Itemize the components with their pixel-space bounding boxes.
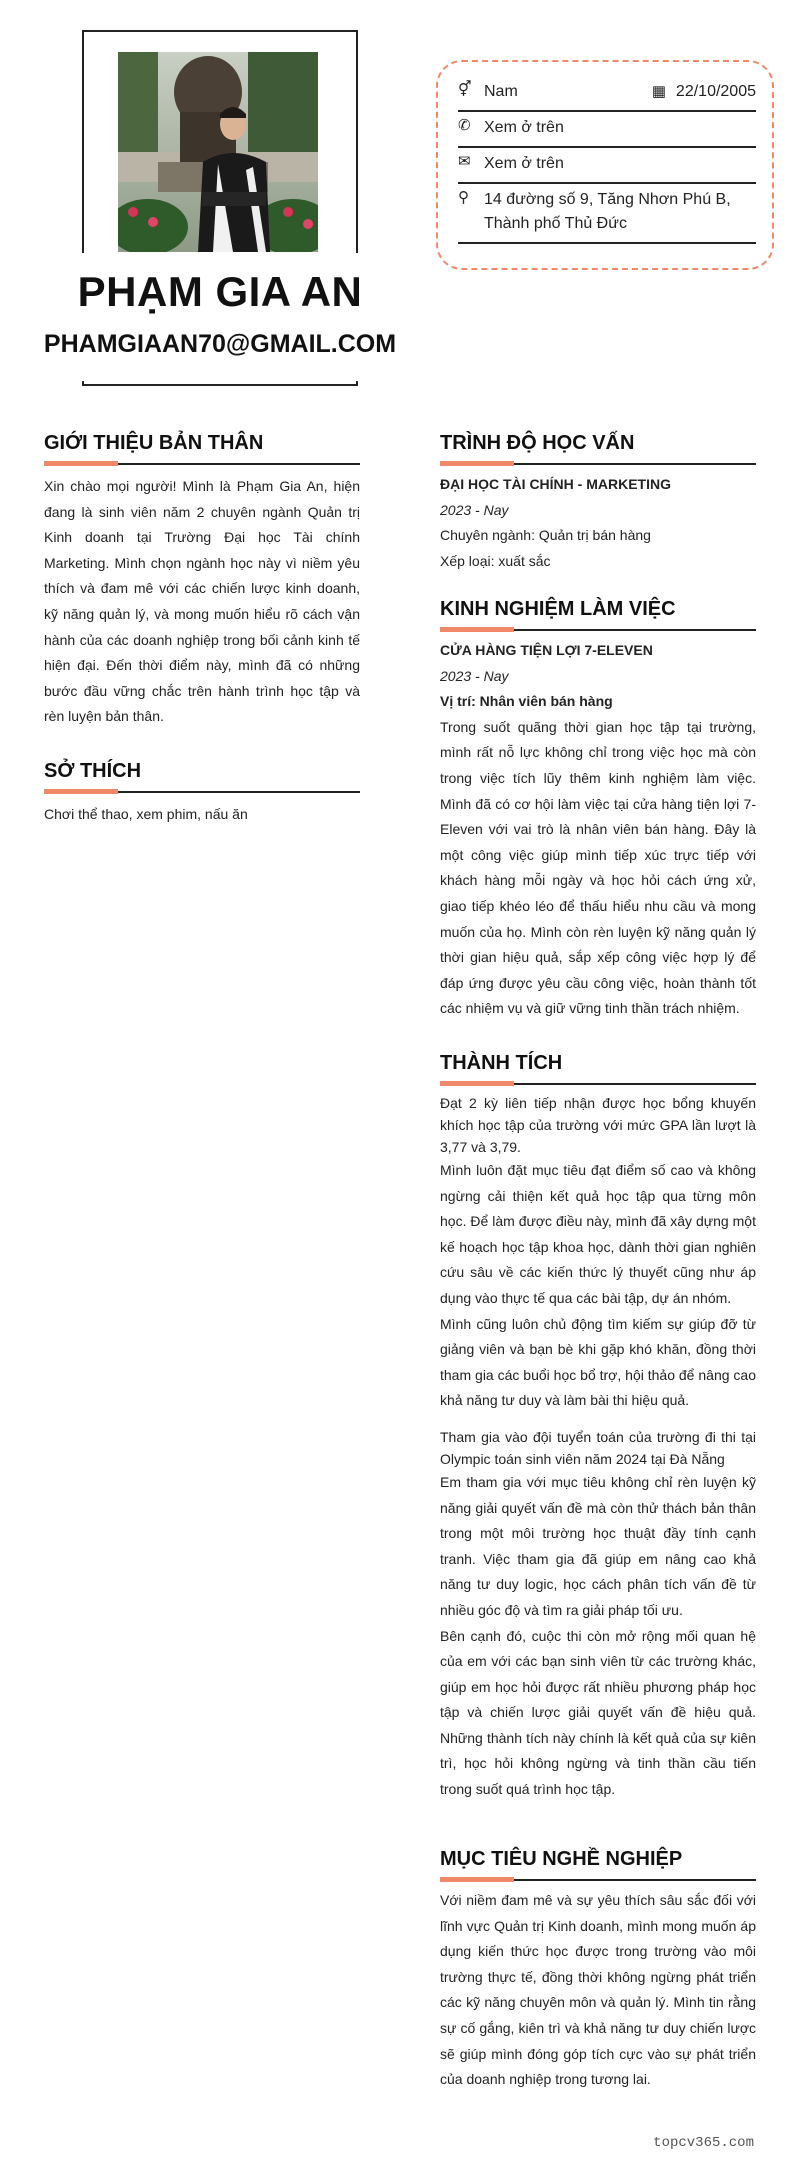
- contact-row-gender-birthday: [458, 80, 756, 112]
- experience-text: Trong suốt quãng thời gian học tập tại trường, mình rất nỗ lực không chỉ trong việc học mà còn trong việc tích lũy thêm kinh nghiệm làm việc. Mình đã có cơ hội làm việc tại cửa hàng tiện lợi 7-Eleven với vai trò là nhân viên bán hàng. Đây là một công việc giúp mình tiếp xúc trực tiếp với khách hàng mỗi ngày và học hỏi cách ứng xử, giao tiếp khéo léo để thấu hiểu nhu cầu và mong muốn của họ. Mình còn rèn luyện kỹ năng quản lý thời gian hiệu quả, sắp xếp công việc hợp lý để đáp ứng được yêu cầu công việc, hoàn thành tốt các nhiệm vụ và giữ vững tinh thần trách nhiệm.: [440, 718, 756, 1017]
- intro-rule-accent: [44, 461, 118, 466]
- email-value: Xem ở trên: [484, 155, 564, 172]
- achievement-1-para-1: Mình luôn đặt mục tiêu đạt điểm số cao và không ngừng cải thiện kết quả học tập qua từng môn học. Để làm được điều này, mình đã xây dựng một kế hoạch học tập khoa học, dành thời gian nghiên cứu sâu về các kiến thức lý thuyết cũng như áp dụng vào thực tế qua các bài tập, dự án nhóm.: [440, 1162, 756, 1306]
- education-period: 2023 - Nay: [440, 501, 509, 518]
- hobbies-rule-accent: [44, 789, 118, 794]
- birthday-value: 22/10/2005: [675, 83, 756, 100]
- contact-row-address: [458, 188, 756, 244]
- experience-company: CỬA HÀNG TIỆN LỢI 7-ELEVEN: [440, 642, 653, 658]
- education-rule: [440, 463, 756, 465]
- email-heading: PHAMGIAAN70@GMAIL.COM: [43, 330, 397, 358]
- intro-rule: [44, 463, 360, 465]
- achievement-2-para-1: Em tham gia với mục tiêu không chỉ rèn luyện kỹ năng giải quyết vấn đề mà còn thử thách bản thân trong một môi trường học thuật đầy tính cạnh tranh. Việc tham gia đã giúp em nâng cao khả năng tư duy logic, học cách phân tích vấn đề từ nhiều góc độ và tìm ra giải pháp tối ưu.: [440, 1473, 756, 1618]
- achievements-rule-accent: [440, 1081, 514, 1086]
- address-line2: Thành phố Thủ Đức: [484, 215, 627, 232]
- experience-block: [440, 638, 756, 1022]
- contact-row-email: [458, 152, 756, 184]
- hobbies-rule: [44, 791, 360, 793]
- education-block: [440, 472, 756, 574]
- achievement-2-para-2: Bên cạnh đó, cuộc thi còn mở rộng mối quan hệ của em với các bạn sinh viên từ các trường khác, giúp em học hỏi được rất nhiều phương pháp học tập và chiến lược giải quyết vấn đề hiệu quả. Những thành tích này chính là kết quả của sự kiên trì, học hỏi không ngừng và tinh thần cầu tiến trong suốt quá trình học tập.: [440, 1627, 756, 1798]
- gender-value: Nam: [484, 83, 518, 100]
- experience-rule-accent: [440, 627, 514, 632]
- achievements-block: [440, 1092, 756, 1803]
- goals-rule: [440, 1879, 756, 1881]
- profile-photo: [118, 52, 318, 252]
- envelope-icon: ✉: [458, 153, 471, 170]
- education-title: TRÌNH ĐỘ HỌC VẤN: [440, 432, 635, 454]
- education-school: ĐẠI HỌC TÀI CHÍNH - MARKETING: [440, 476, 671, 492]
- achievement-1-heading: Đạt 2 kỳ liên tiếp nhận được học bổng khuyến khích học tập của trường với mức GPA lần lượt là 3,77 và 3,79.: [440, 1095, 756, 1155]
- experience-rule: [440, 629, 756, 631]
- phone-icon: ✆: [458, 117, 471, 134]
- phone-value: Xem ở trên: [484, 119, 564, 136]
- footer-watermark: topcv365.com: [653, 2135, 754, 2151]
- intro-text: Xin chào mọi người! Mình là Phạm Gia An, hiện đang là sinh viên năm 2 chuyên ngành Quản trị Kinh doanh tại Trường Đại học Tài chính Marketing. Mình chọn ngành học này vì niềm yêu thích và đam mê với các chiến lược kinh doanh, kỹ năng quản lý, và mong muốn hiểu rõ cách vận hành của các doanh nghiệp trong bối cảnh kinh tế hiện đại. Đến thời điểm này, mình đã có những bước đầu vững chắc trên hành trình học tập và rèn luyện bản thân.: [44, 478, 360, 725]
- goals-rule-accent: [440, 1877, 514, 1882]
- intro-title: GIỚI THIỆU BẢN THÂN: [44, 432, 264, 454]
- calendar-icon: ▦: [651, 83, 667, 100]
- full-name: PHẠM GIA AN: [77, 268, 363, 315]
- achievement-1-para-2: Mình cũng luôn chủ động tìm kiếm sự giúp đỡ từ giảng viên và bạn bè khi gặp khó khăn, đồng thời tham gia các buổi học bổ trợ, hội thảo để nâng cao khả năng tư duy và làm bài thi hiệu quả.: [440, 1315, 756, 1409]
- experience-position: Vị trí: Nhân viên bán hàng: [440, 693, 613, 710]
- contact-row-phone: [458, 116, 756, 148]
- address-value: [484, 188, 731, 236]
- experience-title: KINH NGHIỆM LÀM VIỆC: [440, 598, 676, 620]
- birthday-group: [652, 80, 756, 104]
- experience-period: 2023 - Nay: [440, 667, 509, 684]
- contact-box: [436, 60, 774, 270]
- address-line1: 14 đường số 9, Tăng Nhơn Phú B,: [484, 191, 731, 208]
- achievements-title: THÀNH TÍCH: [440, 1052, 563, 1074]
- gender-icon: ⚥: [458, 81, 472, 98]
- location-pin-icon: ⚲: [458, 189, 469, 206]
- education-rule-accent: [440, 461, 514, 466]
- profile-photo-image: [118, 52, 318, 252]
- goals-text: Với niềm đam mê và sự yêu thích sâu sắc đối với lĩnh vực Quản trị Kinh doanh, mình mong muốn áp dụng kiến thức học được trong trường vào môi trường thực tế, đồng thời không ngừng phát triển các kỹ năng chuyên môn và quản lý. Mình tin rằng sự cố gắng, kiên trì và khả năng tư duy chiến lược sẽ giúp mình đóng góp tích cực vào sự phát triển của doanh nghiệp trong tương lai.: [440, 1892, 756, 2088]
- achievement-2-heading: Tham gia vào đội tuyển toán của trường đi thi tại Olympic toán sinh viên năm 2024 tại Đà Nẵng: [440, 1428, 756, 1467]
- hobbies-title: SỞ THÍCH: [44, 760, 142, 782]
- education-major: Chuyên ngành: Quản trị bán hàng: [440, 527, 651, 544]
- achievements-rule: [440, 1083, 756, 1085]
- goals-title: MỤC TIÊU NGHỀ NGHIỆP: [440, 1848, 683, 1870]
- education-rank: Xếp loại: xuất sắc: [440, 552, 551, 569]
- hobbies-text: Chơi thể thao, xem phim, nấu ăn: [44, 806, 248, 822]
